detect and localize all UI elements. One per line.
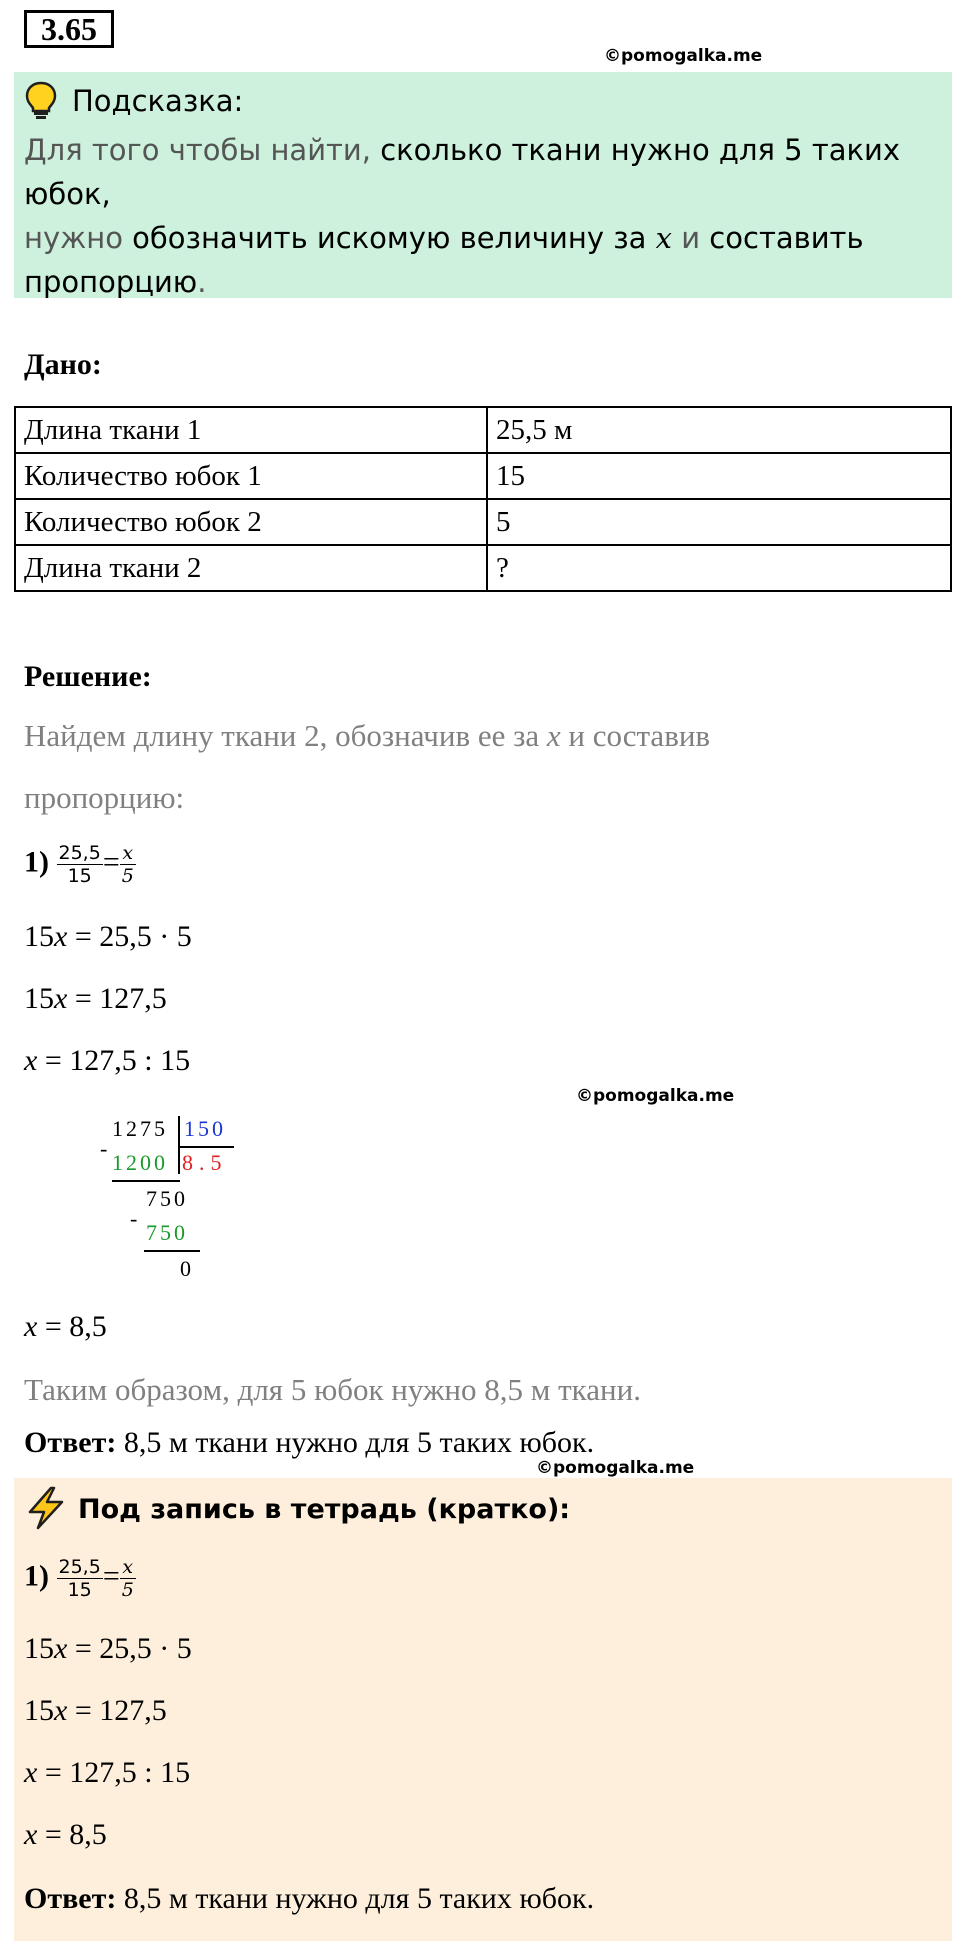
minus-1: -	[100, 1136, 111, 1161]
hint-part-4: обозначить искомую величину за	[122, 221, 656, 255]
answer	[24, 1426, 594, 1460]
subtrahend-2: 750	[146, 1220, 188, 1245]
equation-3	[24, 1044, 190, 1078]
eq-rhs: = 127,5 : 15	[37, 1756, 191, 1789]
eq-var: x	[54, 1694, 68, 1727]
eq-sign: =	[102, 845, 120, 879]
given-value: 5	[487, 499, 951, 545]
given-value: 15	[487, 453, 951, 499]
eq-var: x	[24, 1044, 38, 1077]
fraction-right	[120, 842, 136, 887]
frac-den: 15	[67, 1579, 92, 1601]
hint-text	[24, 128, 944, 304]
equation-2	[24, 982, 167, 1016]
result-line-2	[144, 1250, 200, 1252]
intro-part-1: Найдем длину ткани 2, обозначив ее за	[24, 718, 547, 753]
given-heading: Дано:	[24, 348, 102, 381]
given-table	[14, 406, 952, 592]
answer-text: 8,5 м ткани нужно для 5 таких юбок.	[116, 1882, 595, 1915]
equation-4	[24, 1310, 107, 1344]
table-row	[15, 545, 951, 591]
notebook-answer	[24, 1882, 594, 1916]
frac-num: 25,5	[58, 1556, 101, 1578]
table-row	[15, 407, 951, 453]
fraction-left	[57, 1556, 103, 1601]
eq-rhs: = 127,5	[67, 982, 167, 1015]
division-bar	[178, 1116, 180, 1174]
hint-part-7: .	[197, 265, 207, 299]
dividend: 1275	[112, 1116, 168, 1141]
given-value: 25,5 м	[487, 407, 951, 453]
eq-rhs: = 8,5	[37, 1818, 107, 1851]
eq-rhs: = 127,5	[67, 1694, 167, 1727]
frac-num: x	[120, 842, 136, 865]
eq-coef: 15	[24, 1694, 54, 1727]
remainder-1: 750	[146, 1186, 188, 1211]
given-label: Длина ткани 1	[15, 407, 487, 453]
notebook-title: Под запись в тетрадь (кратко):	[78, 1494, 571, 1525]
notebook-equation-2	[24, 1694, 167, 1728]
hint-part-5b: составить	[700, 221, 864, 255]
conclusion: Таким образом, для 5 юбок нужно 8,5 м ткани.	[24, 1372, 641, 1407]
subtrahend-1: 1200	[112, 1150, 168, 1175]
eq-var: x	[24, 1818, 38, 1851]
result-line-1	[112, 1180, 180, 1182]
notebook-proportion	[24, 1556, 136, 1601]
problem-number: 3.65	[24, 10, 114, 48]
frac-num: 25,5	[58, 842, 101, 864]
eq-var: x	[54, 982, 68, 1015]
lightbulb-icon	[24, 80, 58, 120]
hint-title: Подсказка:	[72, 84, 244, 118]
solution-intro-line1	[24, 718, 710, 754]
watermark-bottom: ©pomogalka.me	[536, 1458, 695, 1478]
intro-part-2: и составив	[560, 718, 711, 753]
proportion-1	[24, 842, 136, 887]
hint-var: x	[655, 221, 673, 255]
frac-num: x	[120, 1556, 136, 1579]
solution-intro-line2: пропорцию:	[24, 780, 185, 815]
table-row	[15, 499, 951, 545]
solution-heading: Решение:	[24, 660, 152, 693]
eq-var: x	[24, 1310, 38, 1343]
minus-2: -	[130, 1206, 141, 1231]
given-value: ?	[487, 545, 951, 591]
eq-coef: 15	[24, 1632, 54, 1665]
hint-part-5a: и	[672, 221, 701, 255]
watermark-middle: ©pomogalka.me	[576, 1086, 735, 1106]
step-label: 1)	[24, 845, 49, 879]
quotient: 8.5	[182, 1150, 228, 1175]
frac-den: 15	[67, 865, 92, 887]
fraction-left	[57, 842, 103, 887]
eq-var: x	[54, 1632, 68, 1665]
hint-part-2: сколько ткани нужно для 5 таких юбок,	[24, 133, 901, 211]
intro-var: x	[546, 718, 561, 753]
given-label: Количество юбок 2	[15, 499, 487, 545]
frac-den: 5	[121, 1579, 134, 1601]
notebook-equation-3	[24, 1756, 190, 1790]
table-row	[15, 453, 951, 499]
eq-var: x	[54, 920, 68, 953]
divisor: 150	[184, 1116, 226, 1141]
hint-part-6: пропорцию	[24, 265, 198, 299]
notebook-equation-4	[24, 1818, 107, 1852]
answer-label: Ответ:	[24, 1882, 117, 1915]
answer-text: 8,5 м ткани нужно для 5 таких юбок.	[116, 1426, 595, 1459]
answer-label: Ответ:	[24, 1426, 117, 1459]
divisor-line	[180, 1146, 234, 1148]
frac-den: 5	[121, 865, 134, 887]
long-division	[100, 1110, 250, 1290]
notebook-equation-1	[24, 1632, 192, 1666]
hint-part-1: Для того чтобы найти,	[24, 133, 371, 167]
lightning-icon	[24, 1486, 68, 1530]
remainder-2: 0	[180, 1256, 194, 1281]
eq-rhs: = 25,5 · 5	[67, 920, 192, 953]
eq-coef: 15	[24, 982, 54, 1015]
step-label: 1)	[24, 1559, 49, 1593]
given-label: Длина ткани 2	[15, 545, 487, 591]
eq-var: x	[24, 1756, 38, 1789]
eq-rhs: = 127,5 : 15	[37, 1044, 191, 1077]
hint-part-3: нужно	[24, 221, 123, 255]
given-label: Количество юбок 1	[15, 453, 487, 499]
eq-sign: =	[102, 1559, 120, 1593]
fraction-right	[120, 1556, 136, 1601]
equation-1	[24, 920, 192, 954]
watermark-top: ©pomogalka.me	[604, 46, 763, 66]
eq-coef: 15	[24, 920, 54, 953]
eq-rhs: = 8,5	[37, 1310, 107, 1343]
eq-rhs: = 25,5 · 5	[67, 1632, 192, 1665]
